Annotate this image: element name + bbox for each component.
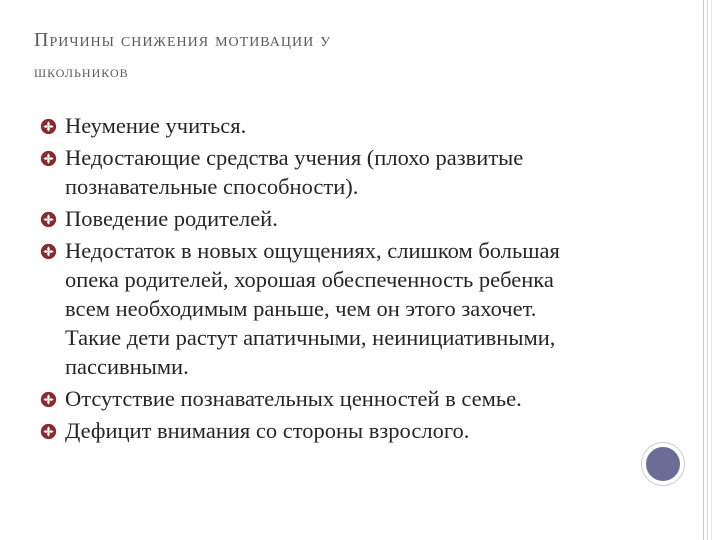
flower-bullet-icon xyxy=(40,423,57,440)
decor-line xyxy=(707,0,708,540)
bullet-text: Дефицит внимания со стороны взрослого. xyxy=(65,418,470,443)
decor-line xyxy=(703,0,704,540)
decor-circle xyxy=(642,443,684,485)
slide-title-line-1: Причины снижения мотивации у xyxy=(34,29,332,51)
flower-bullet-icon xyxy=(40,150,57,167)
flower-bullet-icon xyxy=(40,243,57,260)
decor-line xyxy=(711,0,712,540)
flower-bullet-icon xyxy=(40,118,57,135)
bullet-text: Недостаток в новых ощущениях, слишком большая опека родителей, хорошая обеспеченность ребенка всем необходимым раньше, чем он этого захочет. Такие дети растут апатичными, неинициативными, пассивными. xyxy=(65,238,560,379)
slide-title-line-2: школьников xyxy=(34,62,129,81)
bullet-text: Отсутствие познавательных ценностей в семье. xyxy=(65,386,522,411)
flower-bullet-icon xyxy=(40,211,57,228)
bullet-item xyxy=(38,111,598,140)
bullet-text: Неумение учиться. xyxy=(65,113,247,138)
bullet-text: Поведение родителей. xyxy=(65,206,278,231)
bullet-item xyxy=(38,416,598,445)
bullet-item xyxy=(38,143,598,201)
bullet-list xyxy=(38,111,598,448)
bullet-item xyxy=(38,236,598,381)
slide-title xyxy=(34,24,594,88)
bullet-text: Недостающие средства учения (плохо развитые познавательные способности). xyxy=(65,145,524,199)
flower-bullet-icon xyxy=(40,391,57,408)
bullet-item xyxy=(38,384,598,413)
bullet-item xyxy=(38,204,598,233)
